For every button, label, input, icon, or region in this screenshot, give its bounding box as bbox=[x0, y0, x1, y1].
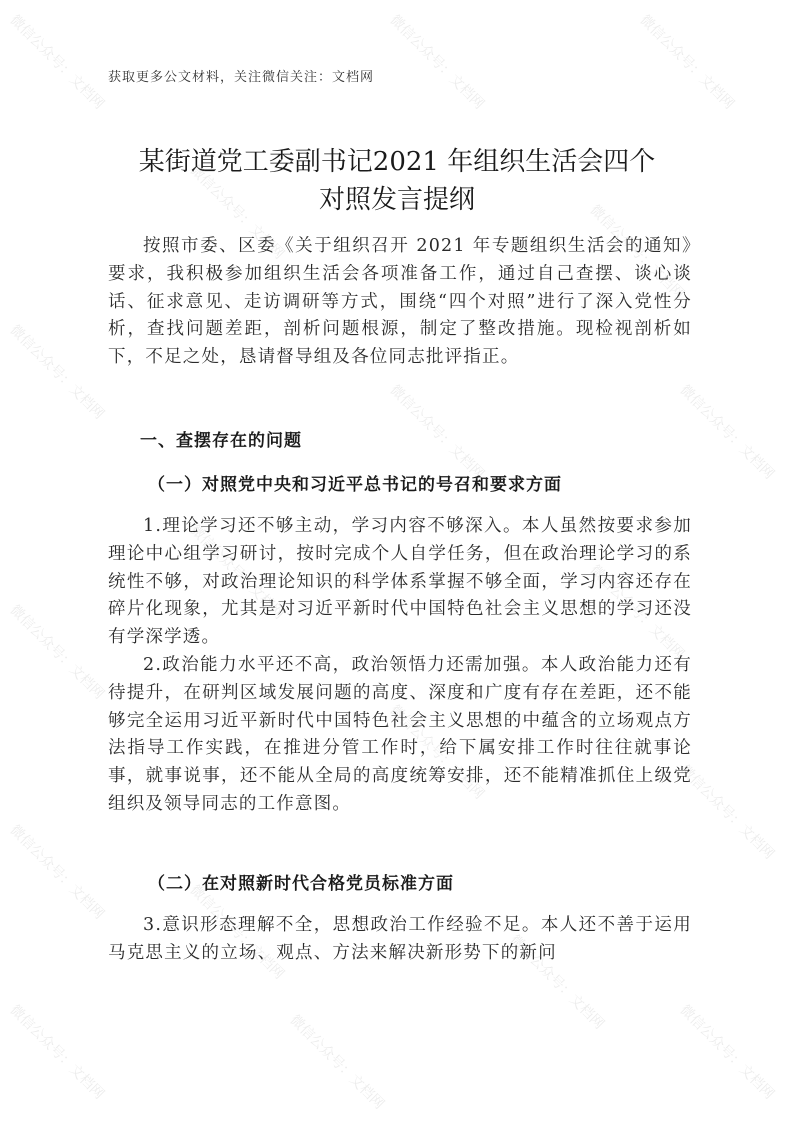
watermark: 微信公众号：文档网 bbox=[676, 382, 777, 483]
watermark: 微信公众号：文档网 bbox=[186, 162, 287, 263]
watermark: 微信公众号：文档网 bbox=[186, 882, 287, 983]
watermark: 微信公众号：文档网 bbox=[586, 202, 687, 303]
title-line-2: 对照发言提纲 bbox=[318, 185, 475, 215]
watermark: 微信公众号：文档网 bbox=[6, 822, 107, 923]
watermark: 微信公众号：文档网 bbox=[6, 12, 107, 113]
intro-paragraph: 按照市委、区委《关于组织召开 2021 年专题组织生活会的通知》要求，我积极参加组织生活会各项准备工作，通过自己查摆、谈心谈话、征求意见、走访调研等方式，围绕“四个对照”进行了深入党性分析，查找问题差距，剖析问题根源，制定了整改措施。现检视剖析如下，不足之处，恳请督导组及各位同志批评指正。 bbox=[108, 236, 692, 368]
watermark: 微信公众号：文档网 bbox=[506, 932, 607, 1033]
section-heading-1: 一、查摆存在的问题 bbox=[140, 431, 302, 451]
title-line-1: 某街道党工委副书记2021 年组织生活会四个 bbox=[138, 147, 656, 177]
watermark: 微信公众号：文档网 bbox=[636, 12, 737, 113]
subsection-heading-2: （二）在对照新时代合格党员标准方面 bbox=[148, 874, 454, 894]
item-paragraph-2: 2.政治能力水平还不高，政治领悟力还需加强。本人政治能力还有待提升，在研判区域发展问题的高度、深度和广度有存在差距，还不能够完全运用习近平新时代中国特色社会主义思想的中蕴含的立场观点方法指导工作实践，在推进分管工作时，给下属安排工作时往往就事论事，就事说事，还不能从全局的高度统筹安排，还不能精准抓住上级党组织及领导同志的工作意图。 bbox=[108, 655, 692, 814]
watermark: 微信公众号：文档网 bbox=[386, 702, 487, 803]
item-paragraph-3: 3.意识形态理解不全，思想政治工作经验不足。本人还不善于运用马克思主义的立场、观点、方法来解决新形势下的新问 bbox=[108, 915, 692, 963]
watermark: 微信公众号：文档网 bbox=[386, 12, 487, 113]
watermark: 微信公众号：文档网 bbox=[6, 602, 107, 703]
watermark: 微信公众号：文档网 bbox=[676, 1002, 777, 1103]
header-note: 获取更多公文材料，关注微信关注：文档网 bbox=[108, 70, 375, 85]
watermark: 微信公众号：文档网 bbox=[6, 322, 107, 423]
watermark: 微信公众号：文档网 bbox=[586, 562, 687, 663]
watermark: 微信公众号：文档网 bbox=[676, 762, 777, 863]
watermark: 微信公众号：文档网 bbox=[186, 522, 287, 623]
subsection-heading-1: （一）对照党中央和习近平总书记的号召和要求方面 bbox=[148, 475, 562, 495]
watermark: 微信公众号：文档网 bbox=[386, 382, 487, 483]
document-title bbox=[108, 143, 686, 219]
item-paragraph-1: 1.理论学习还不够主动，学习内容不够深入。本人虽然按要求参加理论中心组学习研讨，按时完成个人自学任务，但在政治理论学习的系统性不够，对政治理论知识的科学体系掌握不够全面，学习内容还存在碎片化现象，尤其是对习近平新时代中国特色社会主义思想的学习还没有学深学透。 bbox=[108, 516, 692, 648]
watermark: 微信公众号：文档网 bbox=[6, 1002, 107, 1103]
watermark: 微信公众号：文档网 bbox=[286, 1012, 387, 1113]
